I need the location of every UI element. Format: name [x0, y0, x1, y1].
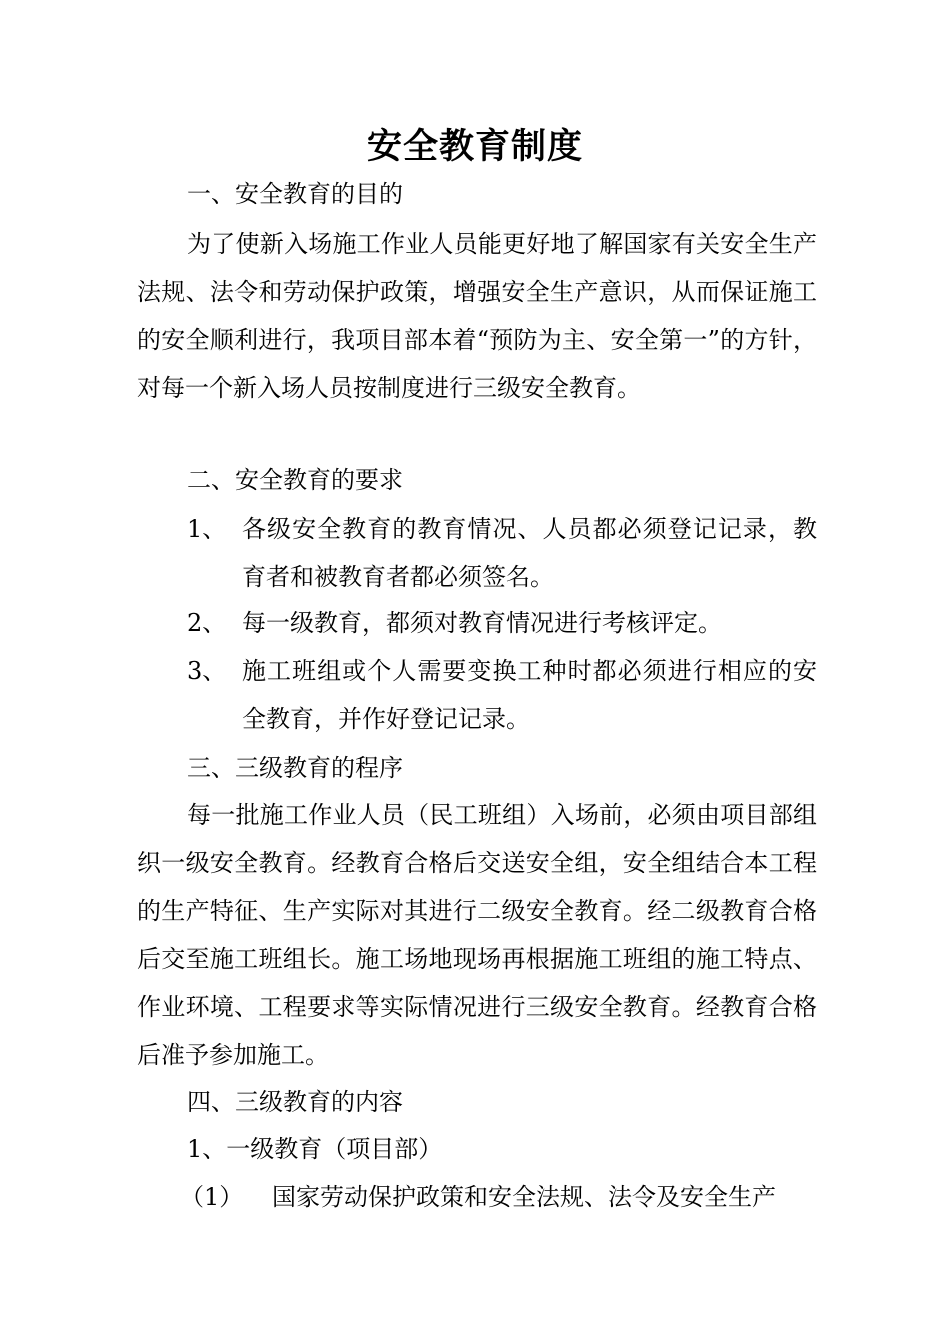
requirement-3-number: 3、 — [187, 657, 227, 685]
section-1-body: 为了使新入场施工作业人员能更好地了解国家有关安全生产法规、法令和劳动保护政策，增强安全生产意识，从而保证施工的安全顺利进行，我项目部本着“预防为主、安全第一”的方针，对每一个新入场人员按制度进行三级安全教育。 — [137, 230, 817, 402]
requirement-2-text: 每一级教育，都须对教育情况进行考核评定。 — [242, 609, 722, 637]
requirement-1-text: 各级安全教育的教育情况、人员都必须登记记录，教育者和被教育者都必须签名。 — [242, 515, 817, 591]
section-3-body: 每一批施工作业人员（民工班组）入场前，必须由项目部组织一级安全教育。经教育合格后交送安全组，安全组结合本工程的生产特征、生产实际对其进行二级安全教育。经二级教育合格后交至施工班组长。施工场地现场再根据施工班组的施工特点、作业环境、工程要求等实际情况进行三级安全教育。经教育合格后准予参加施工。 — [137, 801, 817, 1069]
document-title: 安全教育制度 — [366, 126, 583, 167]
requirement-3-text: 施工班组或个人需要变换工种时都必须进行相应的安全教育，并作好登记记录。 — [242, 657, 817, 733]
section-4-subheading: 1、一级教育（项目部） — [187, 1135, 443, 1163]
section-3-heading: 三、三级教育的程序 — [187, 754, 403, 782]
section-4-heading: 四、三级教育的内容 — [187, 1088, 403, 1116]
requirement-1-number: 1、 — [187, 515, 227, 543]
requirement-2-number: 2、 — [187, 609, 227, 637]
content-item-1-text: 国家劳动保护政策和安全法规、法令及安全生产 — [272, 1183, 776, 1211]
section-1-heading: 一、安全教育的目的 — [187, 180, 403, 208]
content-item-1-number: （1） — [180, 1183, 244, 1211]
section-2-heading: 二、安全教育的要求 — [187, 466, 403, 494]
